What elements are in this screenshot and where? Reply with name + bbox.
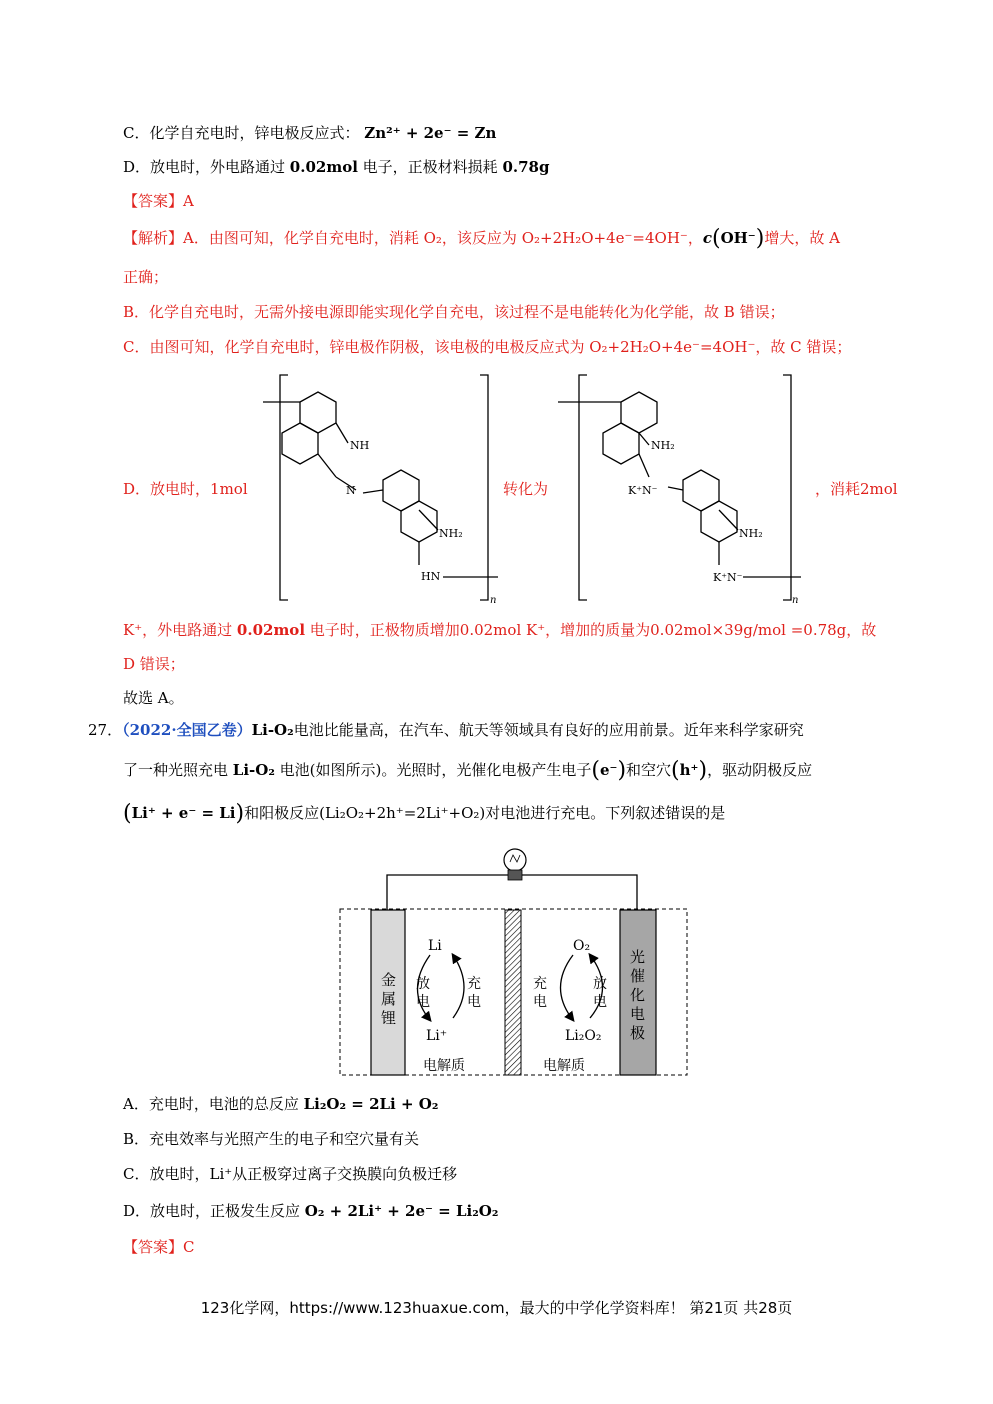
q26-analysis-d-mid: 转化为 <box>503 480 549 498</box>
q26-analysis-d-cont2: D 错误； <box>123 655 185 673</box>
label-n-sub: n <box>490 595 497 606</box>
battery-diagram <box>335 840 695 1085</box>
label-hn: HN <box>421 570 441 583</box>
label-n: N <box>346 484 356 497</box>
q26-option-c <box>123 123 496 143</box>
q27-li-o2-1: Li-O₂ <box>251 721 294 739</box>
q27-line3: (Li⁺ + e⁻ = Li)和阳极反应(Li₂O₂+2h⁺=2Li⁺+O₂)对电池进行充电。下列叙述错误的是 <box>123 801 726 826</box>
q27-source: （2022·全国乙卷） <box>122 721 252 739</box>
label-electrolyte-left: 电解质 <box>423 1058 465 1074</box>
polymer-structure-1 <box>258 365 508 610</box>
q26-analysis-d-cont-a: K⁺，外电路通过 <box>123 621 237 639</box>
bracket-right-2 <box>783 375 791 600</box>
q27-line2: 了一种光照充电 Li-O₂ 电池(如图所示)。光照时，光催化电极产生电子(e⁻)和空穴(h⁺)，驱动阴极反应 <box>123 758 813 783</box>
q27-answer-value: C <box>183 1238 195 1256</box>
q26-analysis-label: 【解析】 <box>123 229 184 247</box>
label-li: Li <box>428 938 442 954</box>
label-charge-right-1: 充 <box>533 976 547 992</box>
q27-number: 27． <box>88 721 123 739</box>
left-electrode-char-3: 锂 <box>381 1009 397 1027</box>
q26-answer <box>123 191 194 211</box>
polymer-structure-2 <box>553 365 803 610</box>
q26-conclusion: 故选 A。 <box>123 689 184 707</box>
q26-option-d-text2: 电子，正极材料损耗 <box>357 158 503 176</box>
q26-analysis-d-post: ，消耗2mol <box>815 480 898 498</box>
q26-analysis-d-pre: D．放电时，1mol <box>123 480 248 498</box>
q26-analysis-d-cont-b: 电子时，正极物质增加0.02mol K⁺，增加的质量为0.02mol×39g/mol =0.78g，故 <box>305 621 877 639</box>
q26-option-d-value2: 0.78g <box>502 158 550 176</box>
label-discharge-right-2: 电 <box>593 994 607 1010</box>
q27-line2-d: 和空穴 <box>626 761 672 779</box>
bracket-right <box>480 375 488 600</box>
q27-option-a-text: A．充电时，电池的总反应 <box>123 1095 304 1113</box>
q27-li-o2-2: Li-O₂ <box>232 761 275 779</box>
q26-option-c-text: C．化学自充电时，锌电极反应式： <box>123 124 360 142</box>
right-electrode-char-1: 光 <box>630 948 646 966</box>
q27-line2-c: 电池(如图所示)。光照时，光催化电极产生电子 <box>274 761 592 779</box>
q26-option-d-text1: D．放电时，外电路通过 <box>123 158 290 176</box>
q27-cathode-eq: Li⁺ + e⁻ = Li <box>131 804 236 822</box>
label-discharge-left-1: 放 <box>416 976 430 992</box>
q27-line1-text: 电池比能量高，在汽车、航天等领域具有良好的应用前景。近年来科学家研究 <box>293 721 804 739</box>
bracket-left <box>280 375 288 600</box>
q27-hole: h⁺ <box>679 761 699 779</box>
label-kn-top: K⁺N⁻ <box>628 484 658 497</box>
q27-line2-a: 了一种光照充电 <box>123 761 233 779</box>
q26-answer-label: 【答案】 <box>123 192 184 210</box>
label-li-plus: Li⁺ <box>426 1028 448 1044</box>
label-o2: O₂ <box>573 938 591 954</box>
q26-option-c-equation: Zn²⁺ + 2e⁻ = Zn <box>364 124 497 142</box>
q27-line3-text: 和阳极反应(Li₂O₂+2h⁺=2Li⁺+O₂)对电池进行充电。下列叙述错误的是 <box>244 804 726 822</box>
q27-line2-f: ，驱动阴极反应 <box>707 761 813 779</box>
label-nh2-bottom: NH₂ <box>739 527 763 540</box>
label-nh2-top: NH₂ <box>651 439 675 452</box>
q26-option-d <box>123 157 549 177</box>
q27-line1 <box>88 720 804 740</box>
bracket-left-2 <box>579 375 587 600</box>
label-electrolyte-right: 电解质 <box>543 1058 585 1074</box>
label-discharge-right-1: 放 <box>593 976 607 992</box>
right-electrode-char-2: 催 <box>630 967 646 985</box>
label-li2o2: Li₂O₂ <box>565 1028 602 1044</box>
q26-analysis-c: C．由图可知，化学自充电时，锌电极作阴极，该电极的电极反应式为 O₂+2H₂O+4e⁻=4OH⁻，故 C 错误； <box>123 338 852 356</box>
q27-option-b: B．充电效率与光照产生的电子和空穴量有关 <box>123 1130 420 1148</box>
q27-option-a <box>123 1094 438 1114</box>
label-charge-left-2: 电 <box>467 994 481 1010</box>
q26-analysis-a-oh: OH⁻ <box>720 229 756 247</box>
q26-analysis-b: B．化学自充电时，无需外接电源即能实现化学自充电，该过程不是电能转化为化学能，故 B 错误； <box>123 303 785 321</box>
label-nh2: NH₂ <box>439 527 463 540</box>
label-n-sub-2: n <box>792 595 799 606</box>
left-electrode-char-2: 属 <box>381 990 397 1008</box>
q26-analysis-a-c: c <box>702 229 712 247</box>
q27-option-d-text: D．放电时，正极发生反应 <box>123 1202 305 1220</box>
q27-option-d-eq: O₂ + 2Li⁺ + 2e⁻ = Li₂O₂ <box>304 1202 499 1220</box>
q26-analysis-a-text: A．由图可知，化学自充电时，消耗 O₂，该反应为 O₂+2H₂O+4e⁻=4OH⁻， <box>183 229 703 247</box>
q27-electron: e⁻ <box>599 761 618 779</box>
q26-analysis-d-cont-value: 0.02mol <box>236 621 306 639</box>
right-electrode-char-4: 电 <box>630 1005 646 1023</box>
q26-answer-value: A <box>183 192 194 210</box>
q27-option-c: C．放电时，Li⁺从正极穿过离子交换膜向负极迁移 <box>123 1165 458 1183</box>
q26-analysis-a: 【解析】A．由图可知，化学自充电时，消耗 O₂，该反应为 O₂+2H₂O+4e⁻=4OH⁻，c(OH⁻)增大，故 A <box>123 226 840 251</box>
label-discharge-left-2: 电 <box>416 994 430 1010</box>
q26-option-d-value1: 0.02mol <box>289 158 358 176</box>
label-nh: NH <box>350 439 370 452</box>
right-electrode-char-5: 极 <box>630 1024 646 1042</box>
page-footer: 123化学网，https://www.123huaxue.com，最大的中学化学资料库！ 第21页 共28页 <box>200 1299 793 1317</box>
q26-analysis-a-end: 增大，故 A <box>764 229 840 247</box>
label-charge-left-1: 充 <box>467 976 481 992</box>
q26-analysis-d-cont <box>123 620 876 640</box>
ion-exchange-membrane <box>505 910 521 1075</box>
left-electrode-char-1: 金 <box>381 971 397 989</box>
label-charge-right-2: 电 <box>533 994 547 1010</box>
q27-answer <box>123 1237 195 1257</box>
q27-answer-label: 【答案】 <box>123 1238 184 1256</box>
right-electrode-char-3: 化 <box>630 986 646 1004</box>
q26-analysis-a-cont: 正确； <box>123 268 169 286</box>
label-kn-bottom: K⁺N⁻ <box>713 571 743 584</box>
q27-option-a-eq: Li₂O₂ = 2Li + O₂ <box>303 1095 439 1113</box>
q27-option-d <box>123 1201 498 1221</box>
